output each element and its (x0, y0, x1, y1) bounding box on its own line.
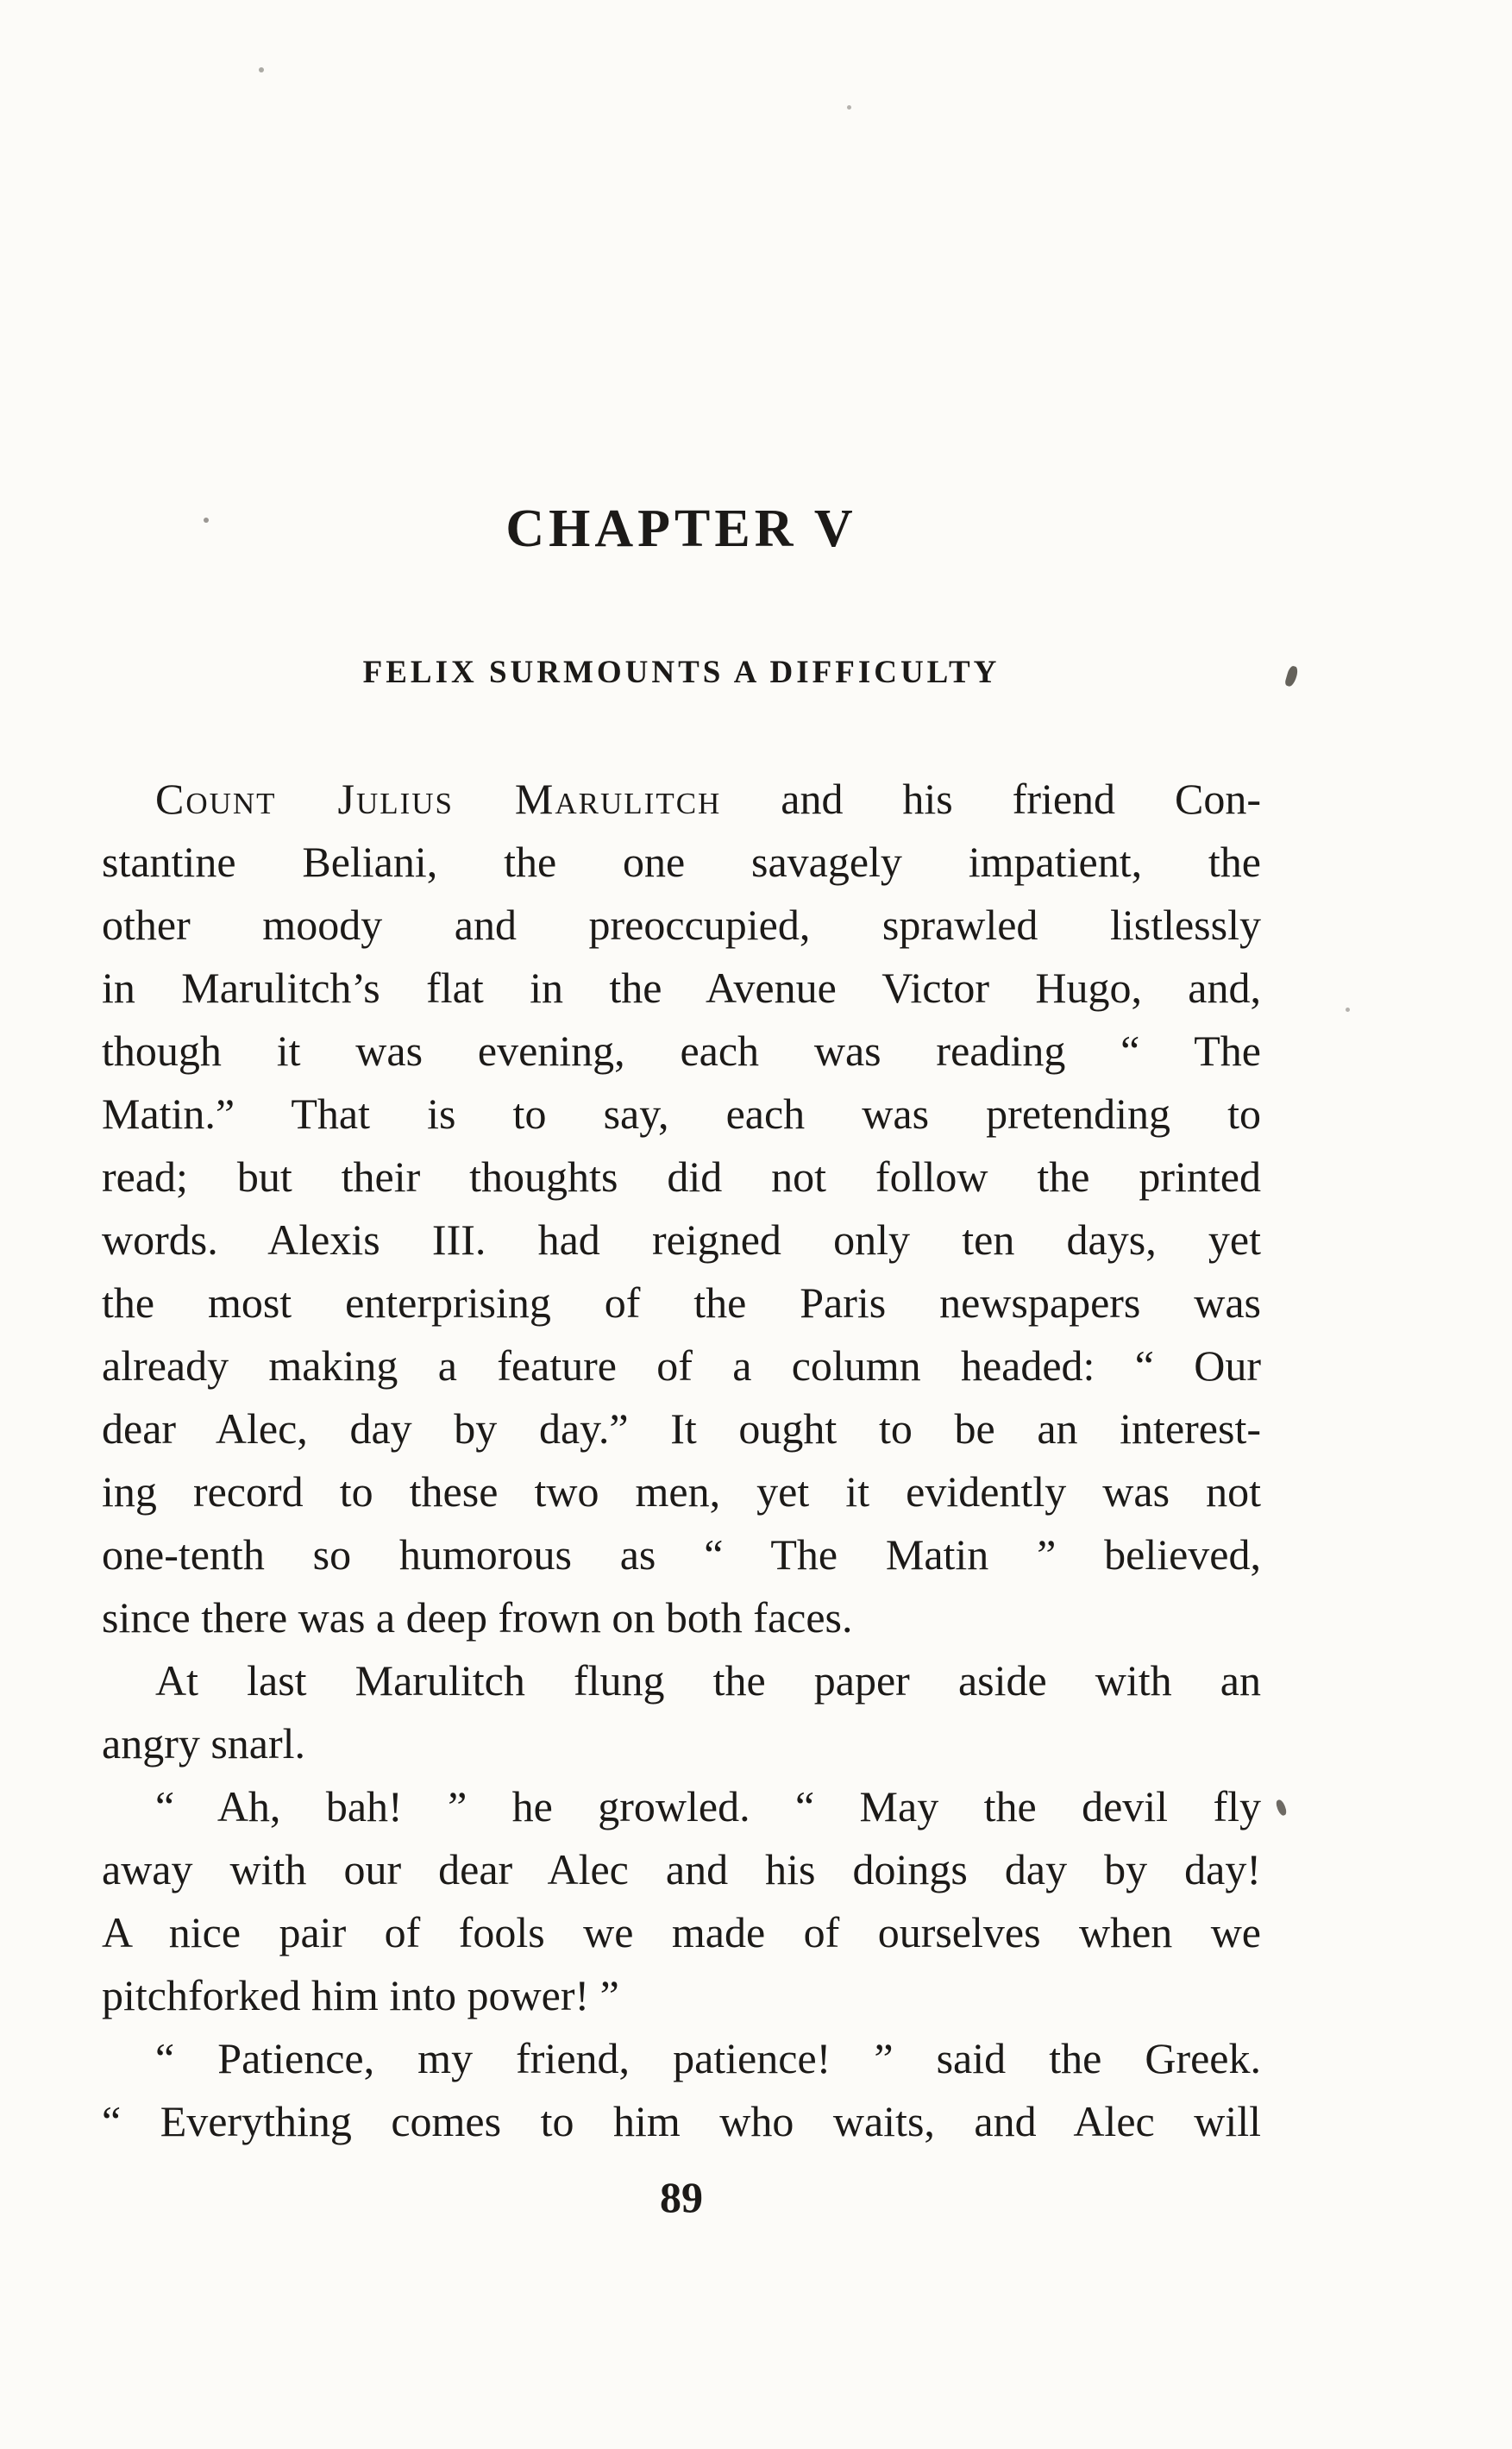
text-line: Matin.” That is to say, each was pretending to (102, 1089, 1261, 1138)
ink-speck (1275, 1799, 1288, 1817)
text-line: away with our dear Alec and his doings day by day! (102, 1845, 1261, 1893)
text-line: the most enterprising of the Paris newspapers was (102, 1278, 1261, 1327)
text-line: one-tenth so humorous as “ The Matin ” believed, (102, 1530, 1261, 1579)
text-line: Count Julius Marulitch and his friend Con- (155, 775, 1261, 823)
text-line: dear Alec, day by day.” It ought to be an interest- (102, 1404, 1261, 1453)
text-line: words. Alexis III. had reigned only ten days, yet (102, 1215, 1261, 1264)
smallcaps-lead: Count Julius Marulitch (155, 775, 722, 823)
text-line: in Marulitch’s flat in the Avenue Victor Hugo, and, (102, 964, 1261, 1012)
text-line: though it was evening, each was reading “ The (102, 1027, 1261, 1075)
text-line: “ Ah, bah! ” he growled. “ May the devil fly (155, 1782, 1261, 1830)
chapter-title: CHAPTER V (505, 499, 857, 558)
page-number: 89 (660, 2173, 703, 2221)
ink-speck (847, 105, 851, 110)
ink-speck (259, 67, 264, 72)
text-line: already making a feature of a column headed: “ Our (102, 1341, 1261, 1390)
text-line: angry snarl. (102, 1719, 306, 1768)
text-line: pitchforked him into power! ” (102, 1971, 619, 2019)
text-line: “ Everything comes to him who waits, and Alec will (102, 2097, 1261, 2145)
text-line: ing record to these two men, yet it evidently was not (102, 1467, 1261, 1516)
paragraph (102, 768, 1261, 1649)
text-line: read; but their thoughts did not follow the printed (102, 1152, 1261, 1201)
paragraph (102, 1649, 1261, 1775)
text-line: A nice pair of fools we made of ourselves when we (102, 1908, 1261, 1956)
text-line: “ Patience, my friend, patience! ” said the Greek. (155, 2034, 1261, 2082)
text-line: At last Marulitch flung the paper aside with an (155, 1656, 1261, 1705)
body-text (102, 768, 1261, 2153)
text-block (102, 499, 1261, 2153)
text-line: stantine Beliani, the one savagely impatient, the (102, 838, 1261, 886)
paragraph (102, 1775, 1261, 2027)
ink-speck (1284, 665, 1299, 688)
section-heading: FELIX SURMOUNTS A DIFFICULTY (362, 655, 1001, 690)
text-line: since there was a deep frown on both faces. (102, 1593, 853, 1642)
ink-speck (1346, 1008, 1350, 1012)
text-line: other moody and preoccupied, sprawled listlessly (102, 901, 1261, 949)
paragraph (102, 2027, 1261, 2153)
